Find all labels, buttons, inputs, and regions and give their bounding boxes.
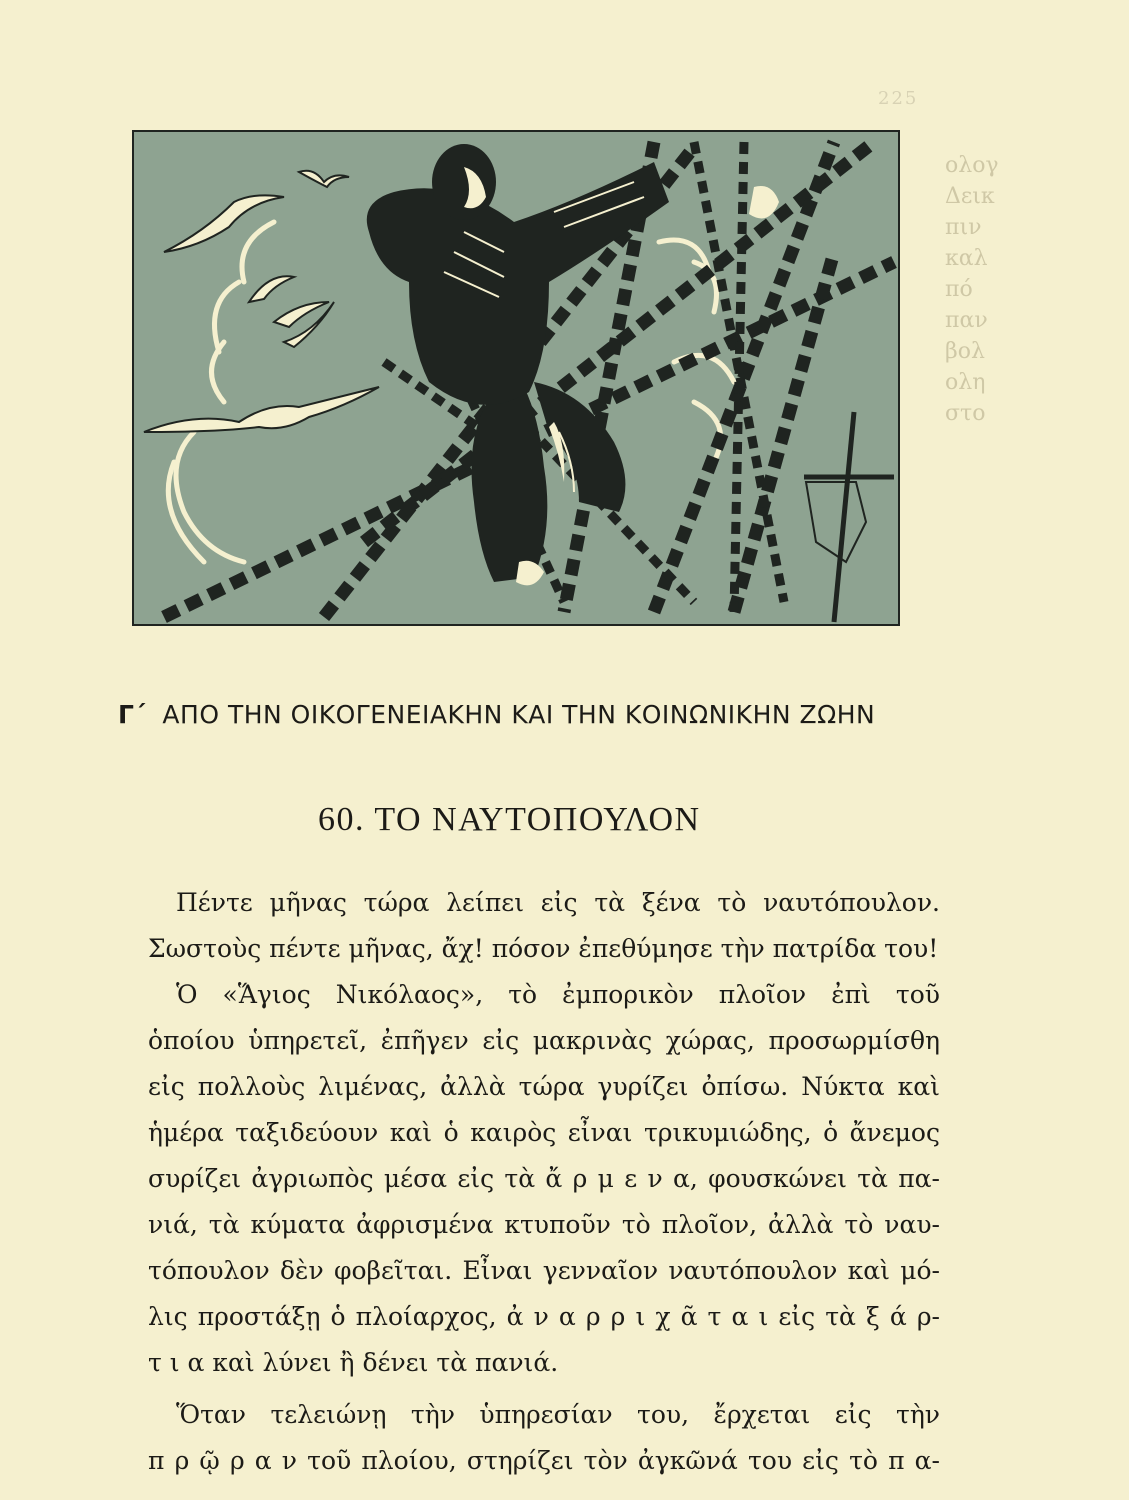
bleed-through-line: καλ (945, 246, 988, 271)
sailor-boy-in-rigging-drawing (134, 132, 898, 624)
text-line: Ὁ «Ἅγιος Νικόλαος», τὸ ἐμπορικὸν πλοῖον ἐπὶ τοῦ (176, 980, 940, 1009)
mast (804, 412, 894, 622)
text-line: ὁποίου ὑπηρετεῖ, ἐπῆγεν εἰς μακρινὰς χώρας, προσωρμίσθη (148, 1026, 940, 1055)
text-line: συρίζει ἀγριωπὸς μέσα εἰς τὰ ἄ ρ μ ε ν α, φουσκώνει τὰ πα- (148, 1164, 940, 1193)
sailor-figure (367, 144, 669, 582)
chapter-title (318, 801, 701, 839)
section-mark: Γ΄ (118, 700, 146, 729)
bleed-through-line: ολη (945, 370, 986, 395)
chapter-title-text: ΤΟ ΝΑΥΤΟΠΟΥΛΟΝ (374, 801, 701, 838)
section-heading-text: ΑΠΟ ΤΗΝ ΟΙΚΟΓΕΝΕΙΑΚΗΝ ΚΑΙ ΤΗΝ ΚΟΙΝΩΝΙΚΗΝ ΖΩΗΝ (162, 700, 876, 729)
sailor-illustration (132, 130, 900, 626)
text-line: εἰς πολλοὺς λιμένας, ἀλλὰ τώρα γυρίζει ὀπίσω. Νύκτα καὶ (148, 1072, 940, 1101)
text-line: π ρ ῷ ρ α ν τοῦ πλοίου, στηρίζει τὸν ἀγκῶνά του εἰς τὸ π α- (148, 1446, 940, 1475)
text-line: νιά, τὰ κύματα ἀφρισμένα κτυποῦν τὸ πλοῖον, ἀλλὰ τὸ ναυ- (148, 1210, 940, 1239)
text-line: Ὅταν τελειώνῃ τὴν ὑπηρεσίαν του, ἔρχεται εἰς τὴν (176, 1400, 940, 1429)
text-line: λις προστάξῃ ὁ πλοίαρχος, ἀ ν α ρ ρ ι χ ᾶ τ α ι εἰς τὰ ξ ά ρ- (148, 1302, 940, 1331)
text-line: τόπουλον δὲν φοβεῖται. Εἶναι γενναῖον ναυτόπουλον καὶ μό- (148, 1256, 940, 1285)
bleed-through-line: παν (945, 308, 988, 333)
text-line: τ ι α καὶ λύνει ἢ δένει τὰ πανιά. (148, 1348, 559, 1377)
chapter-number: 60. (318, 801, 365, 838)
bleed-through-line: πό (945, 277, 973, 302)
bleed-through-line: στο (945, 401, 986, 426)
bleed-through-line: Δεικ (945, 184, 995, 209)
bleed-through-line: βολ (945, 339, 985, 364)
text-line: Σωστοὺς πέντε μῆνας, ἄχ! πόσον ἐπεθύμησε τὴν πατρίδα του! (148, 934, 939, 963)
text-line: Πέντε μῆνας τώρα λείπει εἰς τὰ ξένα τὸ ναυτόπουλον. (176, 888, 940, 917)
bleed-through-line: ολογ (945, 153, 999, 178)
text-line: ἡμέρα ταξιδεύουν καὶ ὁ καιρὸς εἶναι τρικυμιώδης, ὁ ἄνεμος (148, 1118, 940, 1147)
page-number: 225 (878, 88, 919, 109)
section-heading (118, 700, 978, 729)
body-text (148, 880, 940, 1484)
bleed-through-text (945, 150, 1129, 710)
bleed-through-line: πιν (945, 215, 982, 240)
seagulls (144, 171, 379, 432)
